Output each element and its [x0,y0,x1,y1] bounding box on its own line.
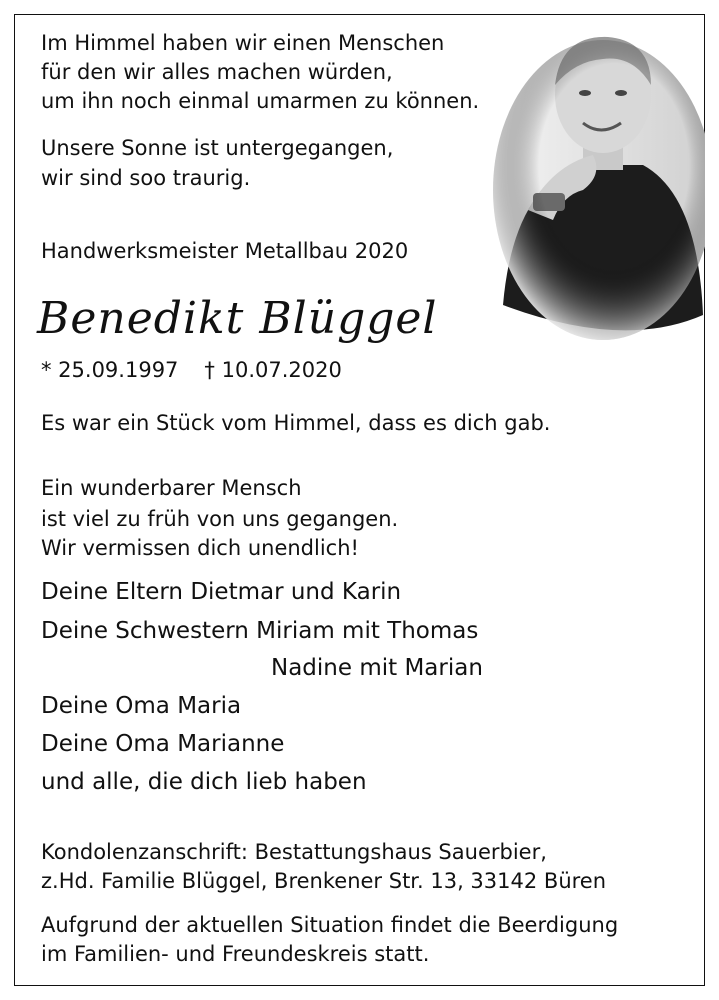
family-line: Nadine mit Marian [271,655,483,681]
tribute-line: Wir vermissen dich unendlich! [41,536,359,560]
condolence-line: z.Hd. Familie Blüggel, Brenkener Str. 13, 33142 Büren [41,869,607,893]
family-line: Deine Oma Maria [41,693,242,719]
deceased-name: Benedikt Blüggel [37,293,438,344]
notice-line: Aufgrund der aktuellen Situation findet die Beerdigung [41,913,619,937]
sun-line: Unsere Sonne ist untergegangen, [41,136,394,160]
family-line: Deine Oma Marianne [41,731,285,757]
death-date: † 10.07.2020 [204,358,342,382]
tribute-line: ist viel zu früh von uns gegangen. [41,507,399,531]
birth-date: * 25.09.1997 [41,358,179,382]
poem-line: Im Himmel haben wir einen Menschen [41,31,445,55]
portrait-photo [483,15,705,345]
family-line: Deine Schwestern Miriam mit Thomas [41,618,479,644]
family-line: Deine Eltern Dietmar und Karin [41,579,402,605]
obituary-frame [14,14,705,986]
condolence-line: Kondolenzanschrift: Bestattungshaus Sauerbier, [41,840,547,864]
profession-title: Handwerksmeister Metallbau 2020 [41,239,409,263]
family-line: und alle, die dich lieb haben [41,769,367,795]
sun-line: wir sind soo traurig. [41,166,251,190]
tribute-line: Ein wunderbarer Mensch [41,476,302,500]
poem-line: um ihn noch einmal umarmen zu können. [41,89,480,113]
poem-line: für den wir alles machen würden, [41,60,393,84]
notice-line: im Familien- und Freundeskreis statt. [41,942,430,966]
quote-line: Es war ein Stück vom Himmel, dass es dich gab. [41,411,551,435]
life-dates [41,358,368,382]
